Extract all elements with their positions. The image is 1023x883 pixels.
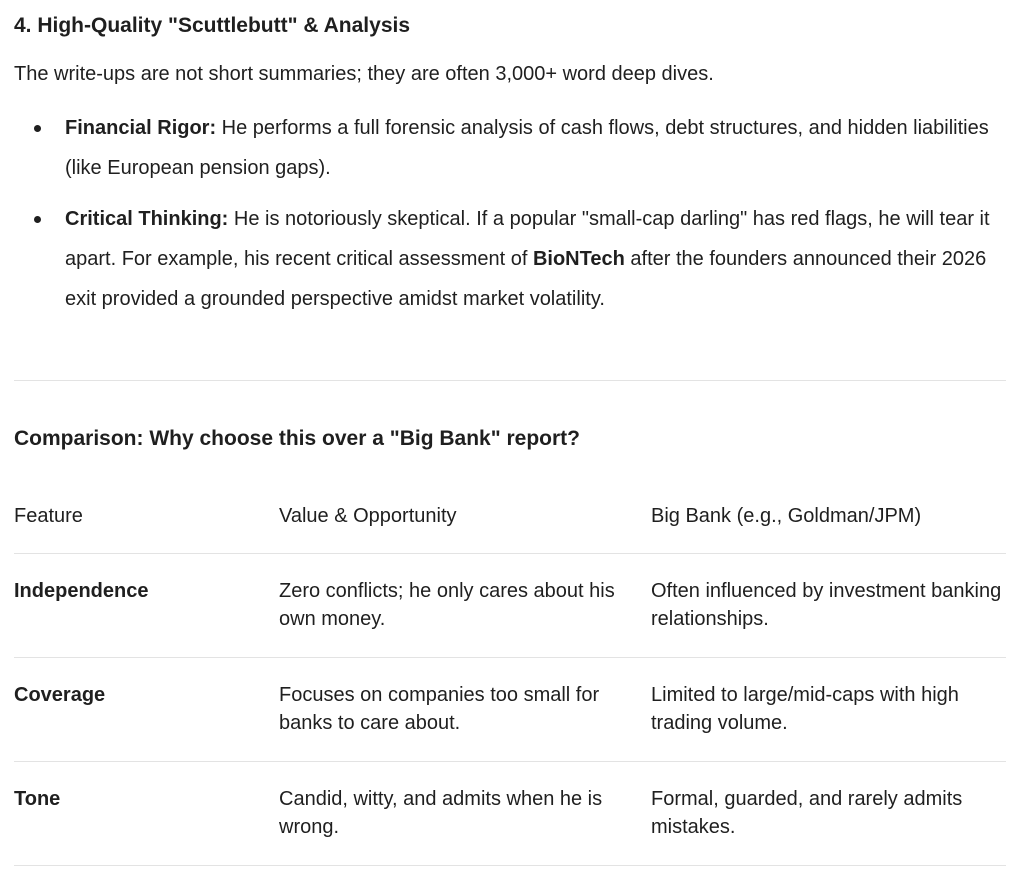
bullet-text-after: after the founders announced their 2026 exit provided a grounded perspective amidst market volatility. (65, 248, 987, 310)
big-bank-cell: Limited to large/mid-caps with high trading volume. (651, 684, 959, 734)
bullet-list (14, 108, 1006, 330)
value-opportunity-cell: Candid, witty, and admits when he is wrong. (279, 788, 603, 838)
column-header-value-opportunity: Value & Opportunity (279, 505, 457, 527)
bullet-dot-icon (34, 125, 41, 132)
value-opportunity-cell: Focuses on companies too small for banks to care about. (279, 684, 600, 734)
intro-paragraph: The write-ups are not short summaries; they are often 3,000+ word deep dives. (14, 63, 714, 85)
value-opportunity-cell: Zero conflicts; he only cares about his own money. (279, 580, 615, 630)
feature-cell: Independence (14, 580, 149, 602)
section-heading: 4. High-Quality "Scuttlebutt" & Analysis (14, 14, 411, 37)
feature-cell: Tone (14, 788, 61, 810)
column-header-big-bank: Big Bank (e.g., Goldman/JPM) (651, 505, 922, 527)
bullet-label: Financial Rigor: (65, 117, 217, 139)
feature-cell: Coverage (14, 684, 106, 706)
bullet-emphasis: BioNTech (532, 248, 625, 270)
bullet-financial-rigor (14, 108, 1006, 188)
comparison-table (14, 480, 1006, 866)
comparison-heading: Comparison: Why choose this over a "Big Bank" report? (14, 427, 580, 450)
section-divider (14, 380, 1006, 381)
big-bank-cell: Often influenced by investment banking relationships. (651, 580, 1002, 630)
table-row (14, 658, 1006, 762)
big-bank-cell: Formal, guarded, and rarely admits mistakes. (651, 788, 963, 838)
table-row (14, 554, 1006, 658)
bullet-dot-icon (34, 216, 41, 223)
bullet-text: He performs a full forensic analysis of cash flows, debt structures, and hidden liabilities (like European pension gaps). (65, 117, 989, 179)
table-header-row (14, 480, 1006, 554)
bullet-critical-thinking (14, 199, 1006, 319)
column-header-feature: Feature (14, 505, 83, 527)
bullet-text-before: He is notoriously skeptical. If a popular "small-cap darling" has red flags, he will tear it apart. For example, his recent critical assessment of (65, 208, 990, 270)
table-row (14, 762, 1006, 866)
bullet-label: Critical Thinking: (65, 208, 229, 230)
